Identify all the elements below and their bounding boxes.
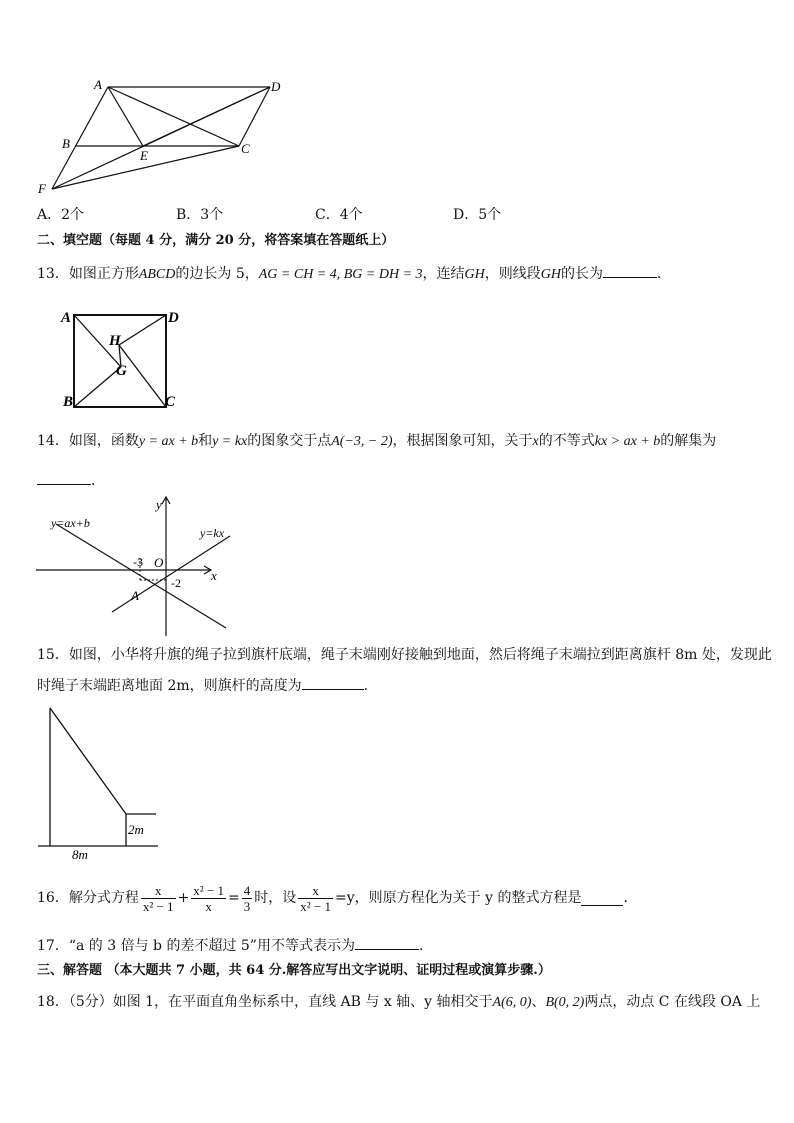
q17-answer-blank[interactable] (355, 935, 419, 950)
question-14 (37, 431, 716, 452)
q14-answer-line (37, 470, 105, 491)
distance-label: 8m (72, 847, 88, 862)
option-a: A．2个 (37, 207, 85, 223)
label-b: B (63, 394, 74, 410)
q16-fraction-1: $\frac{x}{\text{x² − 1}}$ (142, 882, 174, 914)
q15-text: 时绳子末端距离地面 2m，则旗杆的高度为 (37, 678, 302, 694)
q13-answer-blank[interactable] (603, 263, 657, 278)
option-d: D．5个 (453, 207, 502, 223)
q13-prefix: 13．如图正方形 (37, 266, 139, 282)
question-18 (37, 992, 760, 1013)
y-axis-label: y (156, 497, 162, 512)
edge-af (52, 87, 108, 189)
q14-suffix: 的解集为 (660, 433, 717, 449)
x-axis-label: x (211, 568, 217, 583)
q14-end: ． (91, 473, 105, 489)
q13-condition: AG = CH = 4, BG = DH = 3 (258, 267, 423, 282)
label-e: E (140, 148, 148, 163)
q15-figure (34, 700, 164, 864)
label-f: F (38, 181, 46, 196)
rope (50, 708, 126, 814)
label-b: B (62, 136, 70, 151)
edge-ae (108, 87, 143, 146)
line-kx-label: y=kx (200, 526, 225, 540)
segment-hd (119, 315, 166, 345)
label-h: H (109, 333, 121, 349)
section-3-title: 三、解答题 （本大题共 7 小题，共 64 分.解答应写出文字说明、证明过程或演算步骤.） (37, 963, 551, 978)
q16-fraction-3: $\frac{4}{3}$ (243, 882, 251, 914)
option-b: B．3个 (176, 207, 224, 223)
segment-bg (74, 367, 121, 407)
point-a-label: A (131, 588, 139, 603)
label-d: D (168, 310, 179, 326)
q13-mid2: ，连结 (422, 266, 465, 282)
q16-answer-blank[interactable] (581, 891, 623, 906)
q14-mid3: 的不等式 (538, 433, 595, 449)
label-g: G (116, 363, 127, 379)
q13-abcd: ABCD (138, 267, 176, 282)
q15-answer-blank[interactable] (302, 675, 364, 690)
question-13 (37, 263, 671, 285)
q14-prefix: 14．如图，函数 (37, 433, 139, 449)
edge-ac (108, 87, 239, 146)
q18-sep: 、 (531, 994, 546, 1010)
q14-x: x (532, 434, 539, 449)
q14-figure (30, 492, 240, 638)
q13-suffix: 的长为 (561, 266, 604, 282)
label-c: C (241, 141, 250, 156)
q12-figure (30, 74, 290, 198)
q18-suffix: 两点，动点 C 在线段 OA 上 (584, 994, 761, 1010)
tick-minus-3: -3 (133, 555, 143, 569)
q16-plus: + (177, 890, 190, 906)
edge-fd (52, 87, 270, 189)
label-c: C (165, 394, 176, 410)
q14-and: 和 (198, 433, 213, 449)
q18-prefix: 18．（5分）如图 1，在平面直角坐标系中，直线 AB 与 x 轴、y 轴相交于 (37, 994, 493, 1010)
q17-text: 17．“a 的 3 倍与 b 的差不超过 5”用不等式表示为 (37, 938, 355, 954)
q14-function-2: y = kx (212, 434, 248, 449)
q13-mid3: ，则线段 (484, 266, 541, 282)
question-15-line-1: 15．如图，小华将升旗的绳子拉到旗杆底端，绳子末端刚好接触到地面，然后将绳子末端拉到距离旗杆 8m 处，发现此 (37, 647, 772, 663)
q16-end: ． (623, 890, 638, 906)
q13-gh2: GH (540, 267, 562, 282)
q14-answer-blank[interactable] (37, 470, 91, 485)
option-c: C．4个 (315, 207, 363, 223)
section-2-title: 二、填空题（每题 4 分，满分 20 分，将答案填在答题纸上） (37, 233, 395, 248)
label-a: A (61, 310, 72, 326)
question-17 (37, 935, 433, 956)
label-d: D (271, 79, 281, 94)
q16-fraction-4: $\frac{x}{\text{x² − 1}}$ (300, 882, 331, 914)
q18-point-b: B(0, 2) (545, 995, 585, 1010)
q16-equals: = (228, 890, 240, 906)
q14-point: A(−3, − 2) (331, 434, 393, 449)
q16-fraction-2: $\frac{\text{x² − 1}}{x}$ (193, 882, 225, 914)
edge-dc (239, 87, 270, 146)
origin-label: O (154, 555, 164, 570)
question-16 (37, 878, 637, 918)
line-ax-plus-b-label: y=ax+b (51, 516, 90, 530)
tick-minus-2: -2 (171, 576, 181, 590)
height-label: 2m (128, 822, 144, 837)
q14-function-1: y = ax + b (138, 434, 199, 449)
q16-prefix: 16．解分式方程 (37, 890, 139, 906)
q15-end: ． (363, 678, 378, 694)
q14-inequality: kx > ax + b (594, 434, 661, 449)
q13-figure (57, 305, 197, 415)
q16-mid: 时，设 (254, 890, 297, 906)
question-15-line-2 (37, 675, 378, 696)
q14-mid2: ，根据图象可知，关于 (392, 433, 533, 449)
q18-point-a: A(6, 0) (492, 995, 532, 1010)
q13-gh1: GH (464, 267, 485, 282)
q17-end: ． (418, 938, 433, 954)
label-a: A (94, 77, 102, 92)
q13-mid1: 的边长为 5， (175, 266, 259, 282)
q14-mid1: 的图象交于点 (247, 433, 332, 449)
q13-end: ． (657, 266, 672, 282)
q16-mid2: =y，则原方程化为关于 y 的整式方程是 (335, 890, 582, 906)
